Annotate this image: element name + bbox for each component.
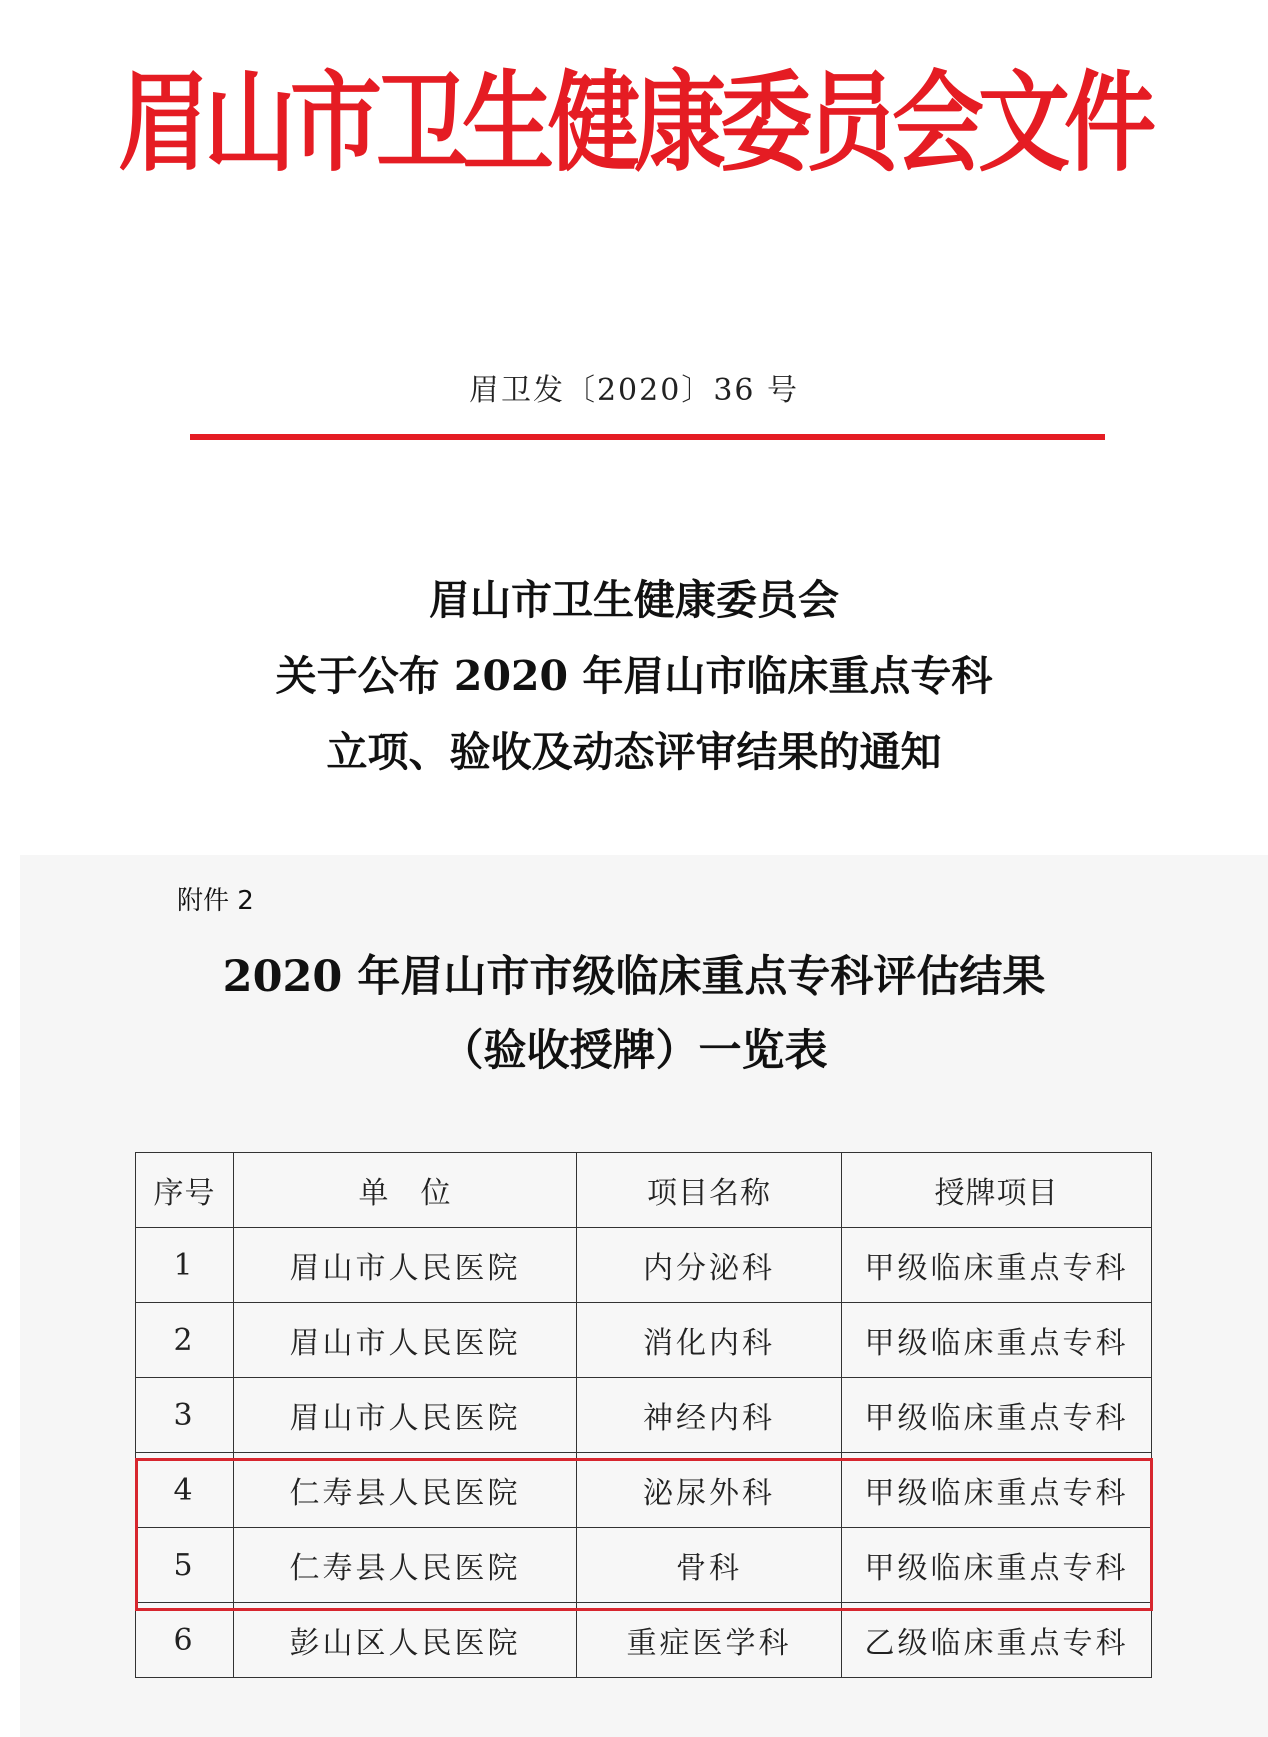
table-row bbox=[136, 1378, 1152, 1453]
row-award-item: 甲级临床重点专科 bbox=[842, 1453, 1152, 1528]
header-award-item: 授牌项目 bbox=[842, 1153, 1152, 1228]
table-row bbox=[136, 1603, 1152, 1678]
document-masthead: 眉山市卫生健康委员会文件 bbox=[117, 59, 1150, 187]
table-row bbox=[136, 1453, 1152, 1528]
row-award-item: 甲级临床重点专科 bbox=[842, 1303, 1152, 1378]
results-table bbox=[135, 1152, 1152, 1678]
row-unit: 仁寿县人民医院 bbox=[234, 1453, 577, 1528]
red-divider-rule bbox=[190, 434, 1105, 440]
row-project-name: 泌尿外科 bbox=[577, 1453, 842, 1528]
row-award-item: 甲级临床重点专科 bbox=[842, 1528, 1152, 1603]
row-serial-number: 4 bbox=[136, 1453, 234, 1528]
row-serial-number: 6 bbox=[136, 1603, 234, 1678]
table-row bbox=[136, 1528, 1152, 1603]
header-unit: 单 位 bbox=[234, 1153, 577, 1228]
attachment-title-line1: 2020 年眉山市市级临床重点专科评估结果 bbox=[222, 952, 1046, 1002]
attachment-label: 附件 2 bbox=[177, 886, 254, 916]
row-project-name: 内分泌科 bbox=[577, 1228, 842, 1303]
row-project-name: 重症医学科 bbox=[577, 1603, 842, 1678]
row-unit: 彭山区人民医院 bbox=[234, 1603, 577, 1678]
row-unit: 眉山市人民医院 bbox=[234, 1378, 577, 1453]
row-award-item: 乙级临床重点专科 bbox=[842, 1603, 1152, 1678]
header-project-name: 项目名称 bbox=[577, 1153, 842, 1228]
notice-title bbox=[0, 562, 1268, 790]
attachment-title bbox=[0, 940, 1268, 1088]
row-serial-number: 5 bbox=[136, 1528, 234, 1603]
row-award-item: 甲级临床重点专科 bbox=[842, 1378, 1152, 1453]
row-serial-number: 2 bbox=[136, 1303, 234, 1378]
table-header-row bbox=[136, 1153, 1152, 1228]
row-unit: 仁寿县人民医院 bbox=[234, 1528, 577, 1603]
attachment-title-line2: （验收授牌）一览表 bbox=[440, 1026, 828, 1076]
row-unit: 眉山市人民医院 bbox=[234, 1303, 577, 1378]
row-serial-number: 3 bbox=[136, 1378, 234, 1453]
notice-title-line1: 眉山市卫生健康委员会 bbox=[429, 576, 839, 624]
row-project-name: 神经内科 bbox=[577, 1378, 842, 1453]
table-row bbox=[136, 1228, 1152, 1303]
row-serial-number: 1 bbox=[136, 1228, 234, 1303]
notice-title-line2: 关于公布 2020 年眉山市临床重点专科 bbox=[275, 652, 993, 700]
row-project-name: 消化内科 bbox=[577, 1303, 842, 1378]
document-number: 眉卫发〔2020〕36 号 bbox=[468, 373, 800, 408]
row-unit: 眉山市人民医院 bbox=[234, 1228, 577, 1303]
header-serial-number: 序号 bbox=[136, 1153, 234, 1228]
row-award-item: 甲级临床重点专科 bbox=[842, 1228, 1152, 1303]
table-row bbox=[136, 1303, 1152, 1378]
row-project-name: 骨科 bbox=[577, 1528, 842, 1603]
notice-title-line3: 立项、验收及动态评审结果的通知 bbox=[326, 728, 942, 776]
